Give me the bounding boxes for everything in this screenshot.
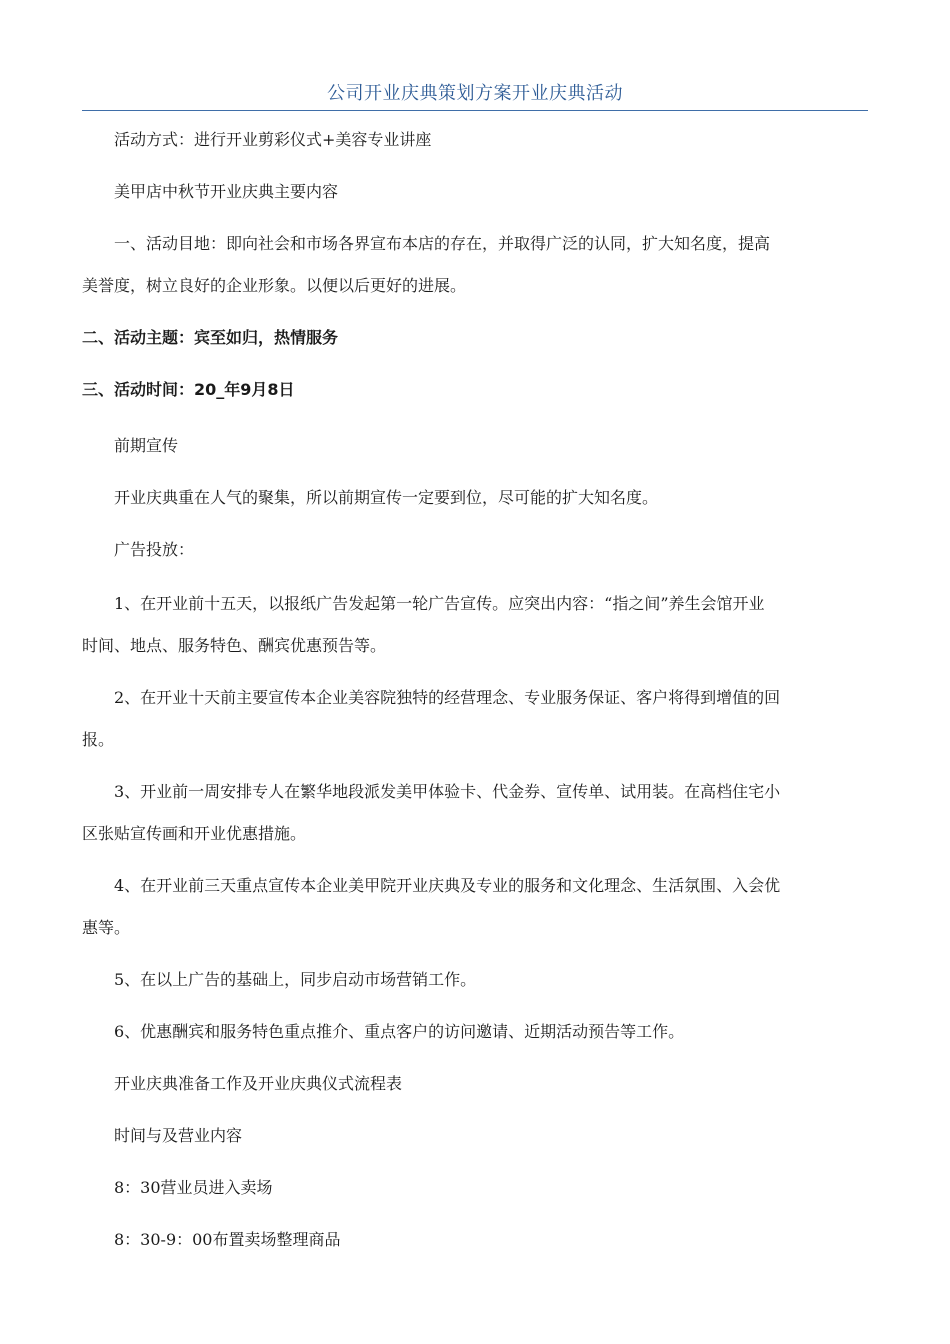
main-content-heading: 美甲店中秋节开业庆典主要内容: [114, 182, 339, 201]
pre-promotion-heading: 前期宣传: [114, 436, 179, 455]
ad-item-6: 6、优惠酬宾和服务特色重点推介、重点客户的访问邀请、近期活动预告等工作。: [114, 1022, 685, 1041]
page-header: [82, 78, 868, 111]
ad-item-3-line-2: 区张贴宣传画和开业优惠措施。: [82, 824, 307, 843]
schedule-columns-label: 时间与及营业内容: [114, 1126, 243, 1145]
ad-item-4-line-2: 惠等。: [82, 918, 131, 937]
ad-item-2-line-1: 2、在开业十天前主要宣传本企业美容院独特的经营理念、专业服务保证、客户将得到增值的回: [114, 688, 781, 707]
ad-placement-heading: 广告投放：: [114, 540, 195, 559]
schedule-item-2: 8：30-9：00布置卖场整理商品: [114, 1230, 341, 1249]
ad-item-1-line-1: 1、在开业前十五天，以报纸广告发起第一轮广告宣传。应突出内容：“指之间”养生会馆开业: [114, 594, 765, 613]
purpose-paragraph-line-1: 一、活动目地：即向社会和市场各界宣布本店的存在，并取得广泛的认同，扩大知名度，提高: [114, 234, 771, 253]
ad-item-1-line-2: 时间、地点、服务特色、酬宾优惠预告等。: [82, 636, 387, 655]
purpose-paragraph-line-2: 美誉度，树立良好的企业形象。以便以后更好的进展。: [82, 276, 467, 295]
activity-method-paragraph: 活动方式：进行开业剪彩仪式+美容专业讲座: [114, 130, 432, 149]
theme-heading: 二、活动主题：宾至如归，热情服务: [82, 328, 339, 347]
ad-item-5: 5、在以上广告的基础上，同步启动市场营销工作。: [114, 970, 477, 989]
ad-item-3-line-1: 3、开业前一周安排专人在繁华地段派发美甲体验卡、代金券、宣传单、试用装。在高档住宅小: [114, 782, 781, 801]
promotion-summary-paragraph: 开业庆典重在人气的聚集，所以前期宣传一定要到位，尽可能的扩大知名度。: [114, 488, 659, 507]
time-heading: 三、活动时间：20_年9月8日: [82, 380, 295, 399]
schedule-item-1: 8：30营业员进入卖场: [114, 1178, 273, 1197]
schedule-heading: 开业庆典准备工作及开业庆典仪式流程表: [114, 1074, 403, 1093]
page-title: 公司开业庆典策划方案开业庆典活动: [327, 83, 623, 104]
ad-item-4-line-1: 4、在开业前三天重点宣传本企业美甲院开业庆典及专业的服务和文化理念、生活氛围、入会优: [114, 876, 781, 895]
ad-item-2-line-2: 报。: [82, 730, 115, 749]
